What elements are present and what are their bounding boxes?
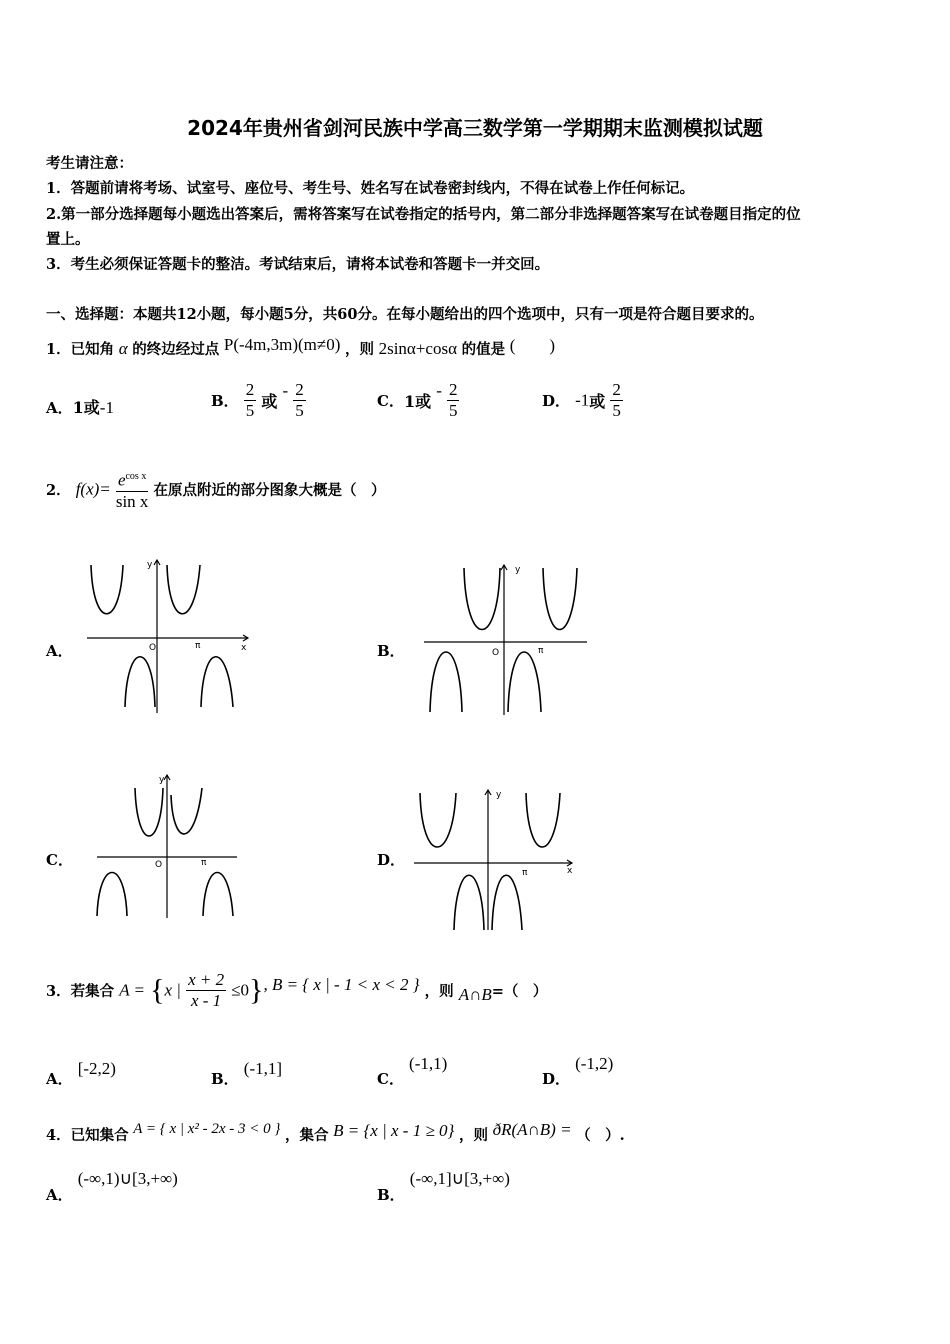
pi-label: π [195, 641, 201, 651]
y-label: y [159, 775, 165, 785]
question-number: 4． [46, 1127, 71, 1144]
option-math: (-1,1) [409, 1054, 448, 1073]
x-label: x [241, 643, 247, 653]
q3-set-a-relation: ≤0 [231, 980, 250, 1000]
curve-branch [464, 568, 500, 630]
q4-set-b: B = {x | x - 1 ≥ 0} [333, 1121, 455, 1140]
q1-option-d[interactable] [542, 380, 623, 421]
q1-answer-paren: ( ) [509, 336, 556, 355]
curve-branch [97, 873, 127, 917]
q4-text-3: ，则 [458, 1127, 488, 1144]
q2-graph-b[interactable] [422, 560, 592, 720]
q1-option-b[interactable] [211, 380, 306, 421]
curve-branch [492, 875, 522, 930]
q3-option-d[interactable] [542, 1053, 614, 1088]
option-math: [-2,2) [77, 1059, 116, 1078]
question-3 [46, 970, 547, 1011]
q2-graph-d[interactable] [412, 785, 582, 935]
section-heading: 一、选择题：本题共12小题，每小题5分，共60分。在每小题给出的四个选项中，只有一项是符合题目要求的。 [46, 306, 764, 323]
pi-label: π [538, 646, 544, 656]
q2-denominator: sin x [115, 491, 149, 511]
curve-branch [125, 657, 155, 707]
option-math: (-1,2) [575, 1054, 614, 1073]
q1-text-1: 已知角 [70, 341, 115, 358]
curve-branch [167, 565, 200, 614]
option-text: 1或 [72, 398, 100, 417]
q3-text-2: ，则 [424, 983, 454, 1000]
option-math: -1 [575, 390, 590, 410]
option-label: B． [211, 392, 239, 410]
curve-branch [135, 788, 163, 836]
page-title: 2024年贵州省剑河民族中学高三数学第一学期期末监测模拟试题 [187, 116, 763, 140]
option-sign: - [282, 380, 289, 400]
q3-set-var: x | [164, 980, 181, 1000]
option-text: 1或 [403, 392, 432, 411]
curve-branch [430, 652, 462, 712]
q2-text: 在原点附近的部分图象大概是（ ） [153, 481, 386, 499]
curve-branch [543, 568, 577, 630]
notice-item-3: 3．考生必须保证答题卡的整洁。考试结束后，请将本试卷和答题卡一并交回。 [46, 256, 550, 273]
curve-branch [508, 652, 541, 712]
option-fraction: $\frac{2}{5}$ [245, 380, 255, 420]
q4-text-2: ，集合 [285, 1127, 329, 1144]
q3-option-a[interactable] [46, 1058, 116, 1088]
curve-branch [420, 793, 456, 847]
origin-label: O [155, 860, 163, 870]
option-label: A． [46, 1186, 73, 1204]
y-label: y [496, 790, 502, 800]
q3-text-3: =（ ） [491, 983, 548, 1000]
question-2 [46, 467, 386, 512]
notice-item-2b: 置上。 [46, 231, 90, 248]
notice-item-2a: 2.第一部分选择题每小题选出答案后，需将答案写在试卷指定的括号内，第二部分非选择题答案写在试卷题目指定的位 [46, 206, 801, 223]
option-fraction: $\frac{2}{5}$ [448, 380, 458, 420]
q2-graph-a[interactable] [85, 555, 255, 715]
option-label: D． [542, 1070, 571, 1088]
option-label: B． [377, 1186, 405, 1204]
q3-expression: A∩B [458, 984, 492, 1004]
y-label: y [515, 565, 521, 575]
y-label: y [147, 560, 153, 570]
question-4 [46, 1117, 625, 1144]
q4-option-b[interactable] [377, 1168, 510, 1204]
option-fraction: $\frac{2}{5}$ [612, 380, 621, 420]
option-or: 或 [261, 392, 278, 411]
option-label: A． [46, 399, 73, 417]
brace-open: { [150, 973, 165, 1007]
q2-option-c-label[interactable]: C． [46, 851, 73, 869]
x-label: x [567, 866, 573, 876]
q2-fraction [116, 467, 149, 512]
question-1 [46, 334, 555, 359]
q1-text-4: 的值是 [461, 341, 506, 358]
notice-item-1: 1．答题前请将考场、试室号、座位号、考生号、姓名写在试卷密封线内，不得在试卷上作任何标记。 [46, 180, 695, 197]
question-number: 1． [46, 341, 71, 358]
q4-set-a: A = { x | x² - 2x - 3 < 0 } [133, 1121, 281, 1137]
q1-expression: 2sinα+cosα [378, 339, 457, 358]
q4-text-1: 已知集合 [70, 1127, 129, 1144]
origin-label: O [149, 643, 157, 653]
q2-graph-c[interactable] [95, 770, 245, 920]
option-label: D． [542, 392, 571, 410]
option-math: (-∞,1)∪[3,+∞) [77, 1169, 178, 1188]
q1-point: P(-4m,3m)(m≠0) [223, 335, 341, 354]
question-number: 2． [46, 481, 71, 499]
pi-label: π [522, 868, 528, 878]
q1-alpha: α [118, 339, 128, 358]
option-label: C． [377, 392, 404, 410]
option-or: 或 [589, 392, 606, 411]
option-math: (-∞,1]∪[3,+∞) [409, 1169, 510, 1188]
pi-label: π [201, 858, 207, 868]
curve-branch [171, 788, 202, 834]
curve-branch [203, 873, 233, 917]
option-label: A． [46, 1070, 73, 1088]
q2-option-a-label[interactable]: A． [46, 642, 73, 660]
curve-branch [91, 565, 123, 614]
q2-numerator-exponent: cos x [125, 471, 147, 482]
q1-text-3: ，则 [344, 341, 374, 358]
q3-set-b: , B = { x | - 1 < x < 2 } [263, 974, 420, 994]
q1-option-a[interactable] [46, 395, 114, 418]
q3-option-c[interactable] [377, 1053, 448, 1088]
option-fraction: $\frac{2}{5}$ [295, 380, 304, 420]
origin-label: O [492, 648, 500, 658]
q4-expression: ðR(A∩B) = [492, 1120, 572, 1139]
q2-numerator-base: e [117, 470, 126, 490]
q3-text-1: 若集合 [70, 983, 115, 1000]
curve-branch [201, 657, 233, 707]
q1-text-2: 的终边经过点 [132, 341, 220, 358]
option-label: C． [377, 1070, 404, 1088]
q3-option-b[interactable] [211, 1058, 283, 1088]
q1-option-c[interactable] [377, 380, 459, 421]
notice-heading: 考生请注意： [46, 155, 133, 172]
question-number: 3． [46, 983, 71, 1000]
option-label: B． [211, 1070, 239, 1088]
q3-fraction: $\frac{x + 2}{x - 1}$ [188, 970, 225, 1010]
q2-option-d-label[interactable]: D． [377, 851, 406, 869]
q2-function-name: f(x)= [75, 479, 111, 499]
q4-option-a[interactable] [46, 1168, 178, 1204]
q3-set-a-label: A = [119, 980, 145, 1000]
q4-text-4: （ ）. [576, 1127, 625, 1144]
q2-option-b-label[interactable]: B． [377, 642, 405, 660]
option-math: -1 [99, 398, 114, 417]
curve-branch [454, 875, 484, 930]
curve-branch [526, 793, 560, 847]
brace-close: } [249, 973, 264, 1007]
option-sign: - [436, 380, 442, 400]
option-math: (-1,1] [243, 1059, 283, 1078]
